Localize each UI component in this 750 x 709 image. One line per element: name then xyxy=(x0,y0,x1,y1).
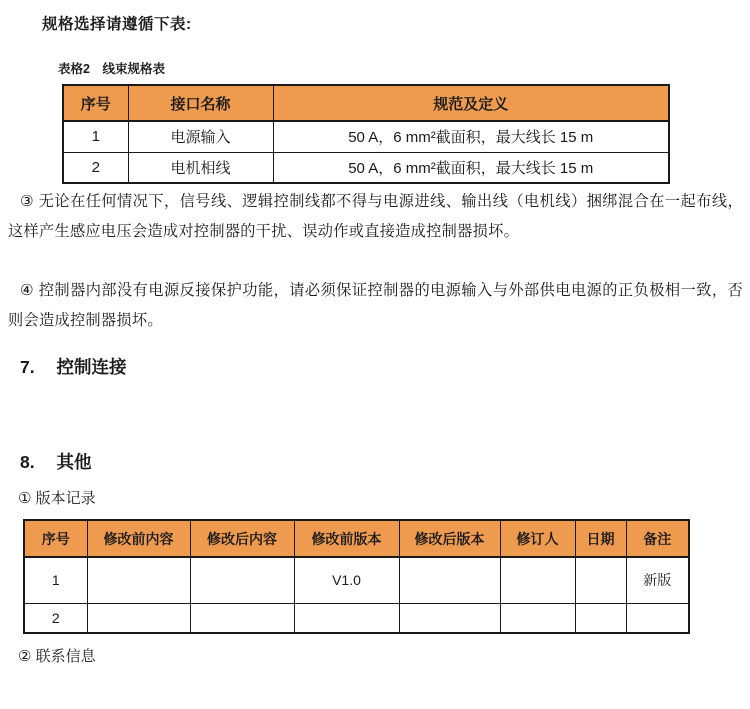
section-number: 8. xyxy=(20,452,35,472)
header-cell-index: 序号 xyxy=(24,520,87,557)
section-heading-control-connection xyxy=(20,354,126,379)
cell-spec-definition: 50 A，6 mm²截面积，最大线长 15 m xyxy=(273,152,669,183)
cell-reviser xyxy=(500,557,575,603)
section-title: 控制连接 xyxy=(56,357,127,377)
cell-date xyxy=(575,603,626,633)
cell-interface-name: 电机相线 xyxy=(128,152,273,183)
header-cell-interface-name: 接口名称 xyxy=(128,85,273,121)
spec-table xyxy=(62,84,670,184)
header-cell-date: 日期 xyxy=(575,520,626,557)
table-row xyxy=(63,121,669,152)
cell-remarks: 新版 xyxy=(626,557,689,603)
cell-index: 1 xyxy=(24,557,87,603)
cell-version-before xyxy=(294,603,399,633)
cell-index: 2 xyxy=(24,603,87,633)
cell-spec-definition: 50 A，6 mm²截面积，最大线长 15 m xyxy=(273,121,669,152)
cell-remarks xyxy=(626,603,689,633)
cell-version-after xyxy=(399,557,500,603)
cell-interface-name: 电源输入 xyxy=(128,121,273,152)
cell-index: 2 xyxy=(63,152,128,183)
note-reverse-polarity: ④ 控制器内部没有电源反接保护功能，请必须保证控制器的电源输入与外部供电电源的正负极相一致，否则会造成控制器损坏。 xyxy=(8,282,743,329)
cell-content-before xyxy=(87,603,190,633)
header-cell-version-after: 修改后版本 xyxy=(399,520,500,557)
cell-date xyxy=(575,557,626,603)
section-heading-others xyxy=(20,449,91,474)
table1-caption xyxy=(58,59,165,77)
section-title: 其他 xyxy=(56,452,92,472)
header-cell-content-before: 修改前内容 xyxy=(87,520,190,557)
intro-text: 规格选择请遵循下表: xyxy=(42,16,192,33)
version-table-header-row xyxy=(24,520,689,557)
table-row xyxy=(24,603,689,633)
version-table xyxy=(23,519,690,634)
table1-caption-number: 表格2 xyxy=(58,62,90,76)
table-row xyxy=(63,152,669,183)
cell-reviser xyxy=(500,603,575,633)
cell-version-after xyxy=(399,603,500,633)
table1-caption-title: 线束规格表 xyxy=(102,62,165,76)
cell-content-before xyxy=(87,557,190,603)
cell-index: 1 xyxy=(63,121,128,152)
header-cell-reviser: 修订人 xyxy=(500,520,575,557)
section-number: 7. xyxy=(20,357,35,377)
note-wiring-separation: ③ 无论在任何情况下，信号线、逻辑控制线都不得与电源进线、输出线（电机线）捆绑混合在一起布线，这样产生感应电压会造成对控制器的干扰、误动作或直接造成控制器损坏。 xyxy=(8,193,743,240)
header-cell-content-after: 修改后内容 xyxy=(190,520,294,557)
cell-content-after xyxy=(190,603,294,633)
version-record-label: ① 版本记录 xyxy=(18,490,96,507)
cell-content-after xyxy=(190,557,294,603)
header-cell-index: 序号 xyxy=(63,85,128,121)
cell-version-before: V1.0 xyxy=(294,557,399,603)
header-cell-spec-definition: 规范及定义 xyxy=(273,85,669,121)
table-row xyxy=(24,557,689,603)
header-cell-version-before: 修改前版本 xyxy=(294,520,399,557)
spec-table-header-row xyxy=(63,85,669,121)
contact-info-label: ② 联系信息 xyxy=(18,648,96,665)
header-cell-remarks: 备注 xyxy=(626,520,689,557)
